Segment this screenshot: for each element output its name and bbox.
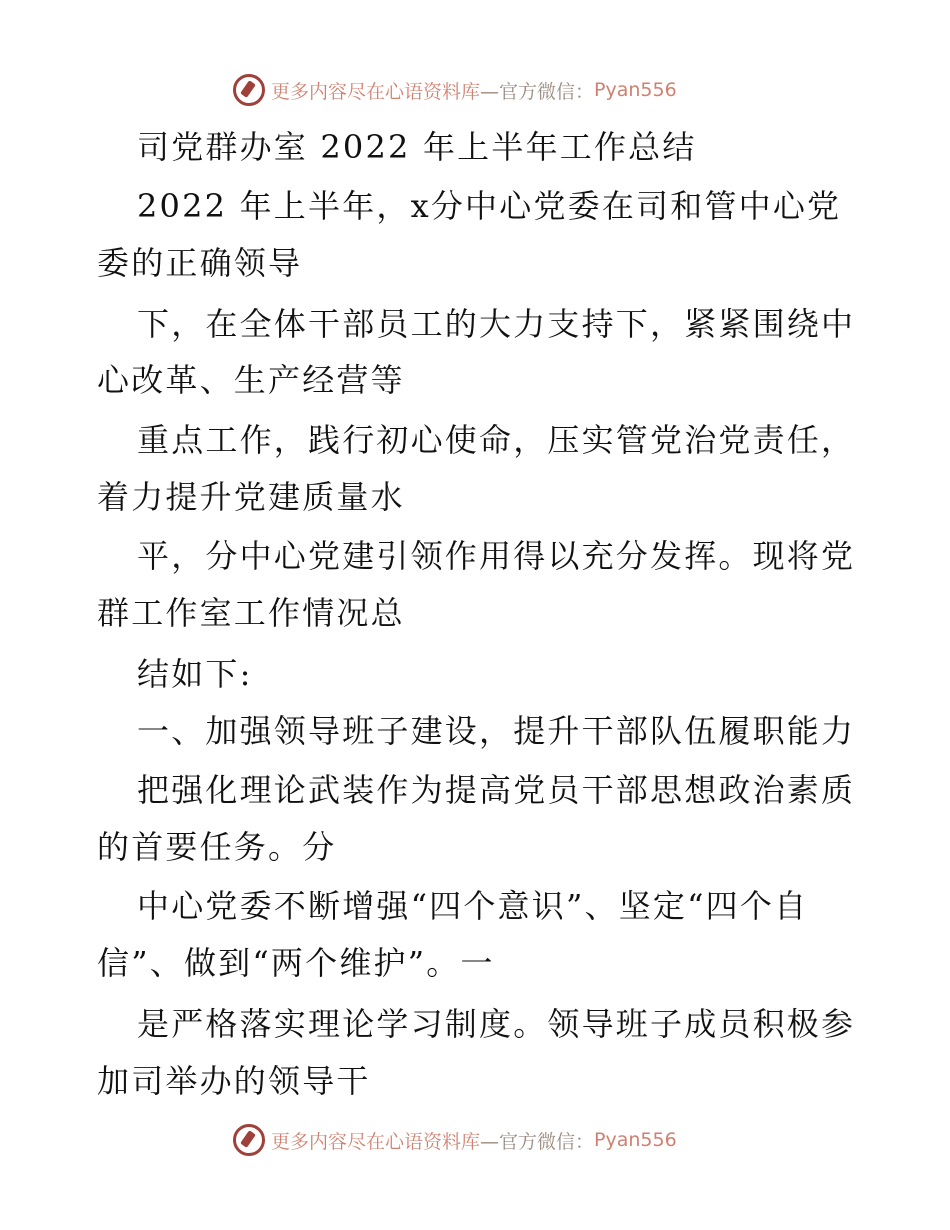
watermark-header: 更多内容尽在心语资料库 —官方微信： Pyan556: [233, 74, 677, 106]
logo-icon: [233, 1124, 265, 1156]
paragraph-line: 着力提升党建质量水: [97, 478, 405, 516]
document-title: 司党群办室 2022 年上半年工作总结: [137, 128, 697, 166]
section-heading: 一、加强领导班子建设，提升干部队伍履职能力: [137, 712, 856, 750]
paragraph-line: 重点工作，践行初心使命，压实管党治党责任，: [137, 421, 856, 459]
paragraph-line: 把强化理论武装作为提高党员干部思想政治素质: [137, 771, 856, 809]
paragraph-line: 2022 年上半年，x分中心党委在司和管中心党: [137, 187, 842, 225]
paragraph-line: 心改革、生产经营等: [97, 361, 405, 399]
watermark-footer: 更多内容尽在心语资料库 —官方微信： Pyan556: [233, 1124, 677, 1156]
paragraph-line: 是严格落实理论学习制度。领导班子成员积极参: [137, 1005, 856, 1043]
paragraph-line: 结如下:: [137, 655, 253, 693]
paragraph-line: 群工作室工作情况总: [97, 594, 405, 632]
paragraph-line: 委的正确领导: [97, 244, 303, 282]
paragraph-line: 加司举办的领导干: [97, 1062, 371, 1100]
paragraph-line: 信”、做到“两个维护”。一: [97, 944, 495, 982]
paragraph-line: 的首要任务。分: [97, 828, 337, 866]
paragraph-line: 平，分中心党建引领作用得以充分发挥。现将党: [137, 537, 856, 575]
paragraph-line: 下，在全体干部员工的大力支持下，紧紧围绕中: [137, 305, 856, 343]
logo-icon: [233, 74, 265, 106]
paragraph-line: 中心党委不断增强“四个意识”、坚定“四个自: [137, 887, 809, 925]
